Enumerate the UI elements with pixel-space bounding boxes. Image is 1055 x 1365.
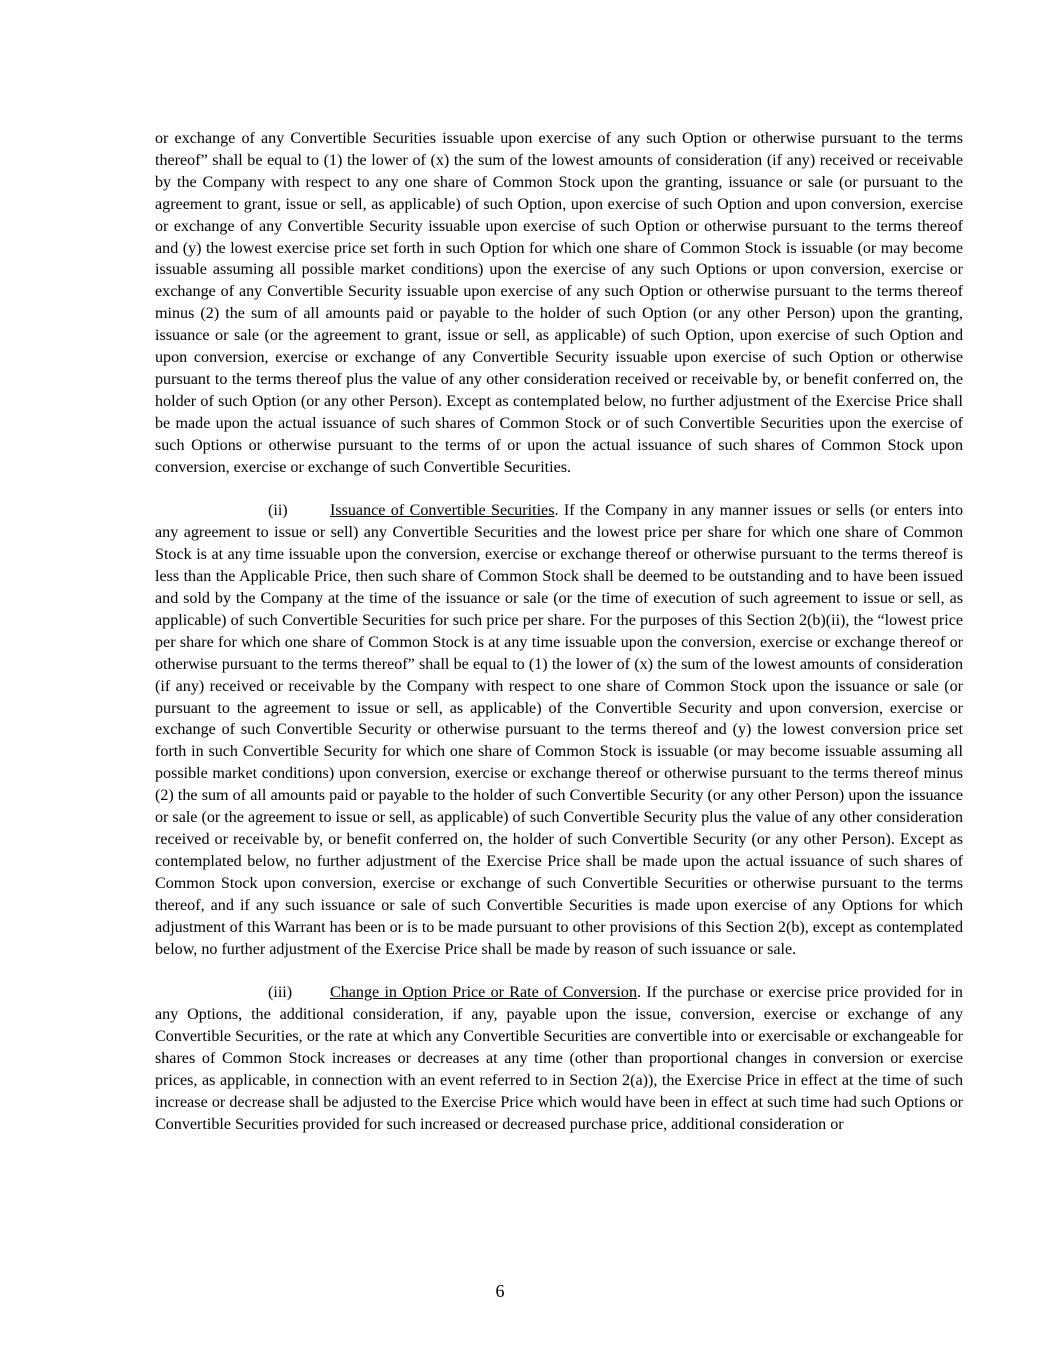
page-number: 6 (495, 1281, 505, 1301)
paragraph-text: . If the Company in any manner issues or sells (or enters into any agreement to issue or sell) any Convertible Securities and the lowest price per share for which one share of Common Stock is at any time issuable upon the conversion, exercise or exchange thereof or otherwise pursuant to the terms thereof is less than the Applicable Price, then such share of Common Stock shall be deemed to be outstanding and to have been issued and sold by the Company at the time of the issuance or sale (or the time of execution of such agreement to issue or sell, as applicable) of such Convertible Securities for such price per share. For the purposes of this Section 2(b)(ii), the “lowest price per share for which one share of Common Stock is at any time issuable upon the conversion, exercise or exchange thereof or otherwise pursuant to the terms thereof” shall be equal to (1) the lower of (x) the sum of the lowest amounts of consideration (if any) received or receivable by the Company with respect to one share of Common Stock upon the issuance or sale (or pursuant to the agreement to issue or sell, as applicable) of the Convertible Security and upon conversion, exercise or exchange of such Convertible Security or otherwise pursuant to the terms thereof and (y) the lowest conversion price set forth in such Convertible Security for which one share of Common Stock is issuable (or may become issuable assuming all possible market conditions) upon conversion, exercise or exchange thereof or otherwise pursuant to the terms thereof minus (2) the sum of all amounts paid or payable to the holder of such Convertible Security (or any other Person) upon the issuance or sale (or the agreement to issue or sell, as applicable) of such Convertible Security plus the value of any other consideration received or receivable by, or benefit conferred on, the holder of such Convertible Security (or any other Person). Except as contemplated below, no further adjustment of the Exercise Price shall be made upon the actual issuance of such shares of Common Stock upon conversion, exercise or exchange of such Convertible Securities or otherwise pursuant to the terms thereof, and if any such issuance or sale of such Convertible Securities is made upon exercise of any Options for which adjustment of this Warrant has been or is to be made pursuant to other provisions of this Section 2(b), except as contemplated below, no further adjustment of the Exercise Price shall be made by reason of such issuance or sale. (155, 502, 964, 958)
paragraph-text: or exchange of any Convertible Securities issuable upon exercise of any such Option or otherwise pursuant to the terms thereof” shall be equal to (1) the lower of (x) the sum of the lowest amounts of consideration (if any) received or receivable by the Company with respect to any one share of Common Stock upon the granting, issuance or sale (or pursuant to the agreement to grant, issue or sell, as applicable) of such Option, upon exercise of such Option and upon conversion, exercise or exchange of any Convertible Security issuable upon exercise of such Option or otherwise pursuant to the terms thereof and (y) the lowest exercise price set forth in such Option for which one share of Common Stock is issuable (or may become issuable assuming all possible market conditions) upon the exercise of any such Options or upon conversion, exercise or exchange of any Convertible Security issuable upon exercise of any such Option or otherwise pursuant to the terms thereof minus (2) the sum of all amounts paid or payable to the holder of such Option (or any other Person) upon the granting, issuance or sale (or the agreement to grant, issue or sell, as applicable) of such Option, upon exercise of such Option and upon conversion, exercise or exchange of any Convertible Security issuable upon exercise of such Option or otherwise pursuant to the terms thereof plus the value of any other consideration received or receivable by, or benefit conferred on, the holder of such Option (or any other Person). Except as contemplated below, no further adjustment of the Exercise Price shall be made upon the actual issuance of such shares of Common Stock or of such Convertible Securities upon the exercise of such Options or otherwise pursuant to the terms of or upon the actual issuance of such shares of Common Stock upon conversion, exercise or exchange of such Convertible Securities. (155, 130, 963, 476)
section-heading: Issuance of Convertible Securities (330, 502, 555, 520)
paragraph-section-ii (155, 500, 963, 960)
document-page (155, 128, 963, 1136)
paragraph-options-continued (155, 128, 963, 479)
paragraph-section-iii (155, 982, 963, 1135)
paragraph-text: . If the purchase or exercise price provided for in any Options, the additional consideration, if any, payable upon the issue, conversion, exercise or exchange of any Convertible Securities, or the rate at which any Convertible Securities are convertible into or exercisable or exchangeable for shares of Common Stock increases or decreases at any time (other than proportional changes in conversion or exercise prices, as applicable, in connection with an event referred to in Section 2(a)), the Exercise Price in effect at the time of such increase or decrease shall be adjusted to the Exercise Price which would have been in effect at such time had such Options or Convertible Securities provided for such increased or decreased purchase price, additional consideration or (155, 984, 963, 1133)
section-heading: Change in Option Price or Rate of Conversion (330, 984, 637, 1002)
section-marker: (iii) (268, 984, 293, 1002)
section-marker: (ii) (268, 502, 288, 520)
